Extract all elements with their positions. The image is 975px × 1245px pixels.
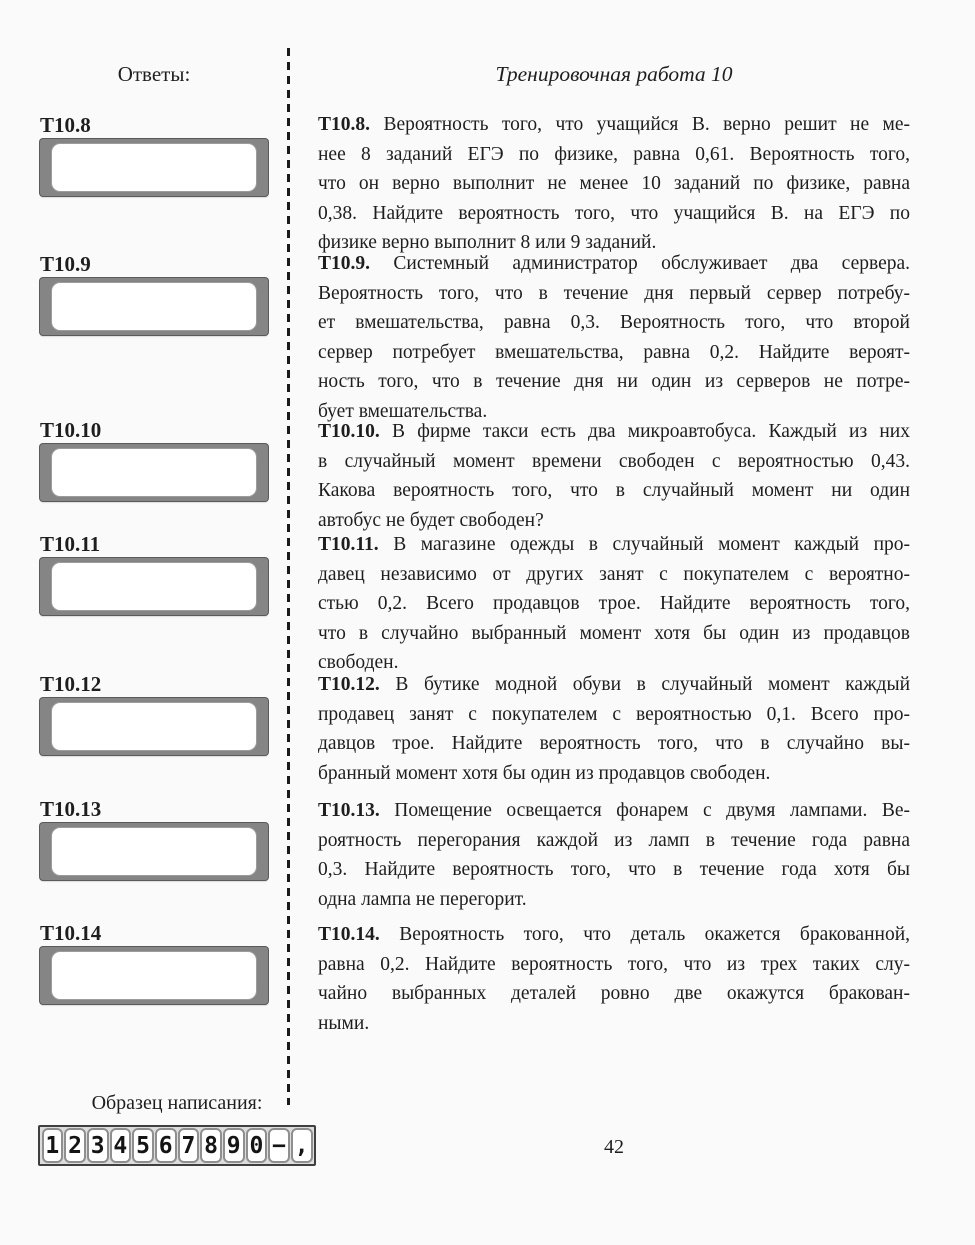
problem-text-line: стью 0,2. Всего продавцов трое. Найдите вероятность того, <box>318 593 910 614</box>
problem-text-line: одна лампа не перегорит. <box>318 888 527 910</box>
sample-cell-2: 2 <box>64 1128 86 1163</box>
problem-text-line: 0,38. Найдите вероятность того, что учащийся В. на ЕГЭ по <box>318 202 910 224</box>
problem-t10-8 <box>318 110 910 258</box>
sample-cell-1: 1 <box>42 1128 64 1163</box>
problem-text-line: бует вмешательства. <box>318 400 488 422</box>
sample-cell-8: 8 <box>200 1128 222 1163</box>
problem-text-line: автобус не будет свободен? <box>318 509 544 531</box>
problem-text-line: Какова вероятность того, что в случайный момент ни один <box>318 480 910 501</box>
problem-text: В магазине одежды в случайный момент каждый про- <box>393 534 910 555</box>
problem-t10-9 <box>318 249 910 426</box>
sample-cell-comma: , <box>291 1128 313 1163</box>
problem-text-line <box>318 530 910 560</box>
problem-number: Т10.13. <box>318 800 380 821</box>
column-divider <box>287 48 290 1105</box>
answer-box-field[interactable] <box>51 562 257 611</box>
answer-box-t10-10[interactable] <box>40 444 268 501</box>
problem-text: В фирме такси есть два микроавтобуса. Каждый из них <box>391 421 910 442</box>
problem-number: Т10.12. <box>318 674 380 695</box>
problem-t10-10 <box>318 417 910 535</box>
answer-item-t10-14 <box>40 920 268 1004</box>
answer-item-t10-11 <box>40 531 268 615</box>
problem-number: Т10.11. <box>318 534 379 555</box>
problem-text: Системный администратор обслуживает два сервера. <box>393 253 911 274</box>
answer-item-t10-8 <box>40 112 268 196</box>
answer-label: Т10.10 <box>40 418 102 442</box>
problem-text-line: нее 8 заданий ЕГЭ по физике, равна 0,61. Вероятность того, <box>318 143 910 165</box>
writing-sample-strip <box>38 1125 316 1166</box>
answer-item-t10-10 <box>40 417 268 501</box>
problem-t10-11 <box>318 530 910 678</box>
problem-text-line <box>318 249 910 279</box>
answer-item-t10-9 <box>40 251 268 335</box>
writing-sample-label: Образец написания: <box>91 1092 263 1114</box>
answer-label: Т10.12 <box>40 672 102 696</box>
answer-label: Т10.13 <box>40 797 102 821</box>
problem-text-line: чайно выбранных деталей ровно две окажутся бракован- <box>318 983 910 1004</box>
sample-cell-7: 7 <box>178 1128 200 1163</box>
problem-text: Вероятность того, что учащийся В. верно решит не ме- <box>383 114 910 135</box>
problem-text-line: равна 0,2. Найдите вероятность того, что из трех таких слу- <box>318 953 910 975</box>
problem-text-line: 0,3. Найдите вероятность того, что в течение года хотя бы <box>318 859 910 880</box>
problem-text-line: давец независимо от других занят с покупателем с вероятно- <box>318 563 910 585</box>
answer-label: Т10.14 <box>40 921 102 945</box>
problem-text-line: ность того, что в течение дня ни один из серверов не потре- <box>318 371 910 392</box>
problem-text-line: сервер потребует вмешательства, равна 0,2. Найдите вероят- <box>318 341 910 363</box>
problem-text-line: Вероятность того, что в течение дня первый сервер потребу- <box>318 282 910 304</box>
answer-box-field[interactable] <box>51 282 257 331</box>
sample-cell-6: 6 <box>155 1128 177 1163</box>
answer-box-field[interactable] <box>51 143 257 192</box>
answer-label: Т10.9 <box>40 252 91 276</box>
answer-box-t10-9[interactable] <box>40 278 268 335</box>
problem-text-line: бранный момент хотя бы один из продавцов свободен. <box>318 762 771 784</box>
answer-item-t10-12 <box>40 671 268 755</box>
problem-text-line <box>318 110 910 140</box>
problem-text-line: что в случайно выбранный момент хотя бы один из продавцов <box>318 622 910 644</box>
problem-t10-14 <box>318 920 910 1038</box>
page-header-title: Тренировочная работа 10 <box>495 62 733 86</box>
problem-text-line: продавец занят с покупателем с вероятностью 0,1. Всего про- <box>318 703 910 725</box>
answers-title: Ответы: <box>117 62 191 86</box>
sample-cell-4: 4 <box>110 1128 132 1163</box>
answer-box-t10-14[interactable] <box>40 947 268 1004</box>
answer-item-t10-13 <box>40 796 268 880</box>
answer-box-field[interactable] <box>51 448 257 497</box>
problem-text: Помещение освещается фонарем с двумя лампами. Ве- <box>394 800 911 821</box>
answer-box-t10-12[interactable] <box>40 698 268 755</box>
problem-t10-13 <box>318 796 910 914</box>
answer-box-t10-13[interactable] <box>40 823 268 880</box>
problem-text-line: роятность перегорания каждой из ламп в течение года равна <box>318 829 910 851</box>
problem-text: В бутике модной обуви в случайный момент каждый <box>395 674 911 695</box>
problem-text-line <box>318 920 910 950</box>
sample-cell-9: 9 <box>223 1128 245 1163</box>
sample-cell-5: 5 <box>132 1128 154 1163</box>
sample-cell-minus: − <box>268 1128 290 1163</box>
problem-number: Т10.14. <box>318 924 380 945</box>
answer-box-field[interactable] <box>51 827 257 876</box>
problem-text-line: в случайный момент времени свободен с вероятностью 0,43. <box>318 450 910 472</box>
problem-text-line <box>318 417 910 447</box>
problem-number: Т10.8. <box>318 114 371 135</box>
problem-text-line: ными. <box>318 1012 370 1034</box>
problem-t10-12 <box>318 670 910 788</box>
problem-number: Т10.10. <box>318 421 380 442</box>
problem-text-line: свободен. <box>318 652 399 673</box>
page-number: 42 <box>604 1136 624 1158</box>
problem-text-line: ет вмешательства, равна 0,3. Вероятность того, что второй <box>318 312 910 333</box>
answer-box-field[interactable] <box>51 951 257 1000</box>
sample-cell-3: 3 <box>87 1128 109 1163</box>
problem-text-line <box>318 670 910 700</box>
answer-box-field[interactable] <box>51 702 257 751</box>
problem-text-line: физике верно выполнит 8 или 9 заданий. <box>318 232 657 253</box>
answer-box-t10-8[interactable] <box>40 139 268 196</box>
problem-number: Т10.9. <box>318 253 371 274</box>
problem-text-line <box>318 796 910 826</box>
problem-text: Вероятность того, что деталь окажется бракованной, <box>399 924 911 945</box>
answer-label: Т10.11 <box>40 532 101 556</box>
answer-box-t10-11[interactable] <box>40 558 268 615</box>
problem-text-line: давцов трое. Найдите вероятность того, что в случайно вы- <box>318 733 910 754</box>
answer-label: Т10.8 <box>40 113 91 137</box>
problem-text-line: что он верно выполнит не менее 10 заданий по физике, равна <box>318 173 910 194</box>
sample-cell-0: 0 <box>246 1128 268 1163</box>
